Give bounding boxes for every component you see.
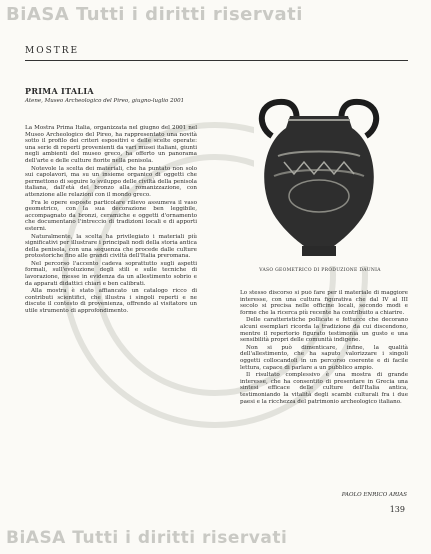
paragraph: Naturalmente, la scelta ha privilegiato i materiali più significativi per illustrare i principali nodi della storia antica della penisola, con una sequenza che procede dalle culture protostoriche fino alle grandi civiltà dell'Italia preromana. <box>25 233 197 260</box>
article-title: PRIMA ITALIA <box>25 86 94 96</box>
author-signature: PAOLO ENRICO ARIAS <box>341 492 407 498</box>
paragraph: Notevole la scelta dei materiali, che ha puntato non solo sui capolavori, ma su un insieme organico di oggetti che permettono di seguire lo sviluppo delle civiltà della penisola italiana, dall'età del bronzo alla romanizzazione, con attenzione alle relazioni con il mondo greco. <box>25 165 197 198</box>
article-heading <box>25 86 197 105</box>
header-rule <box>25 60 408 61</box>
paragraph: Nel percorso l'accento cadeva soprattutto sugli aspetti formali, sull'evoluzione degli stili e sulle tecniche di lavorazione, messe in evidenza da un allestimento sobrio e da apparati didattici chiari e ben calibrati. <box>25 260 197 287</box>
paragraph: Il risultato complessivo è una mostra di grande interesse, che ha consentito di presentare in Grecia una sintesi efficace delle culture dell'Italia antica, testimoniando la vitalità degli scambi culturali fra i due paesi e la ricchezza del patrimonio archeologico italiano. <box>240 372 408 405</box>
vase-photo <box>254 96 384 266</box>
paragraph: Non si può dimenticare, infine, la qualità dell'allestimento, che ha saputo valorizzare i singoli oggetti collocandoli in un percorso coerente e di facile lettura, capace di parlare a un pubblico ampio. <box>240 344 408 371</box>
watermark-bottom: BiASA Tutti i diritti riservati <box>6 528 288 548</box>
article-body-left <box>25 125 197 517</box>
paragraph: La Mostra Prima Italia, organizzata nel giugno del 2001 nel Museo Archeologico del Pireo, ha rappresentato una novità sotto il profilo dei criteri espositivi e delle scelte operate: una serie di reperti provenienti da vari musei italiani, giunti negli ambienti del museo greco, ha offerto un panorama dell'arte e delle culture fiorite nella penisola. <box>25 125 197 164</box>
page-number: 139 <box>389 505 405 514</box>
section-label: MOSTRE <box>25 46 80 56</box>
paragraph: Delle caratteristiche pollicate e fettucce che decorano alcuni esemplari ricorda la tradizione da cui discendono, mentre il repertorio figurato testimonia un gusto e una sensibilità propri delle comunità indigene. <box>240 317 408 344</box>
article-body-right <box>240 290 408 508</box>
paragraph: Alla mostra è stato affiancato un catalogo ricco di contributi scientifici, che illustra i singoli reperti e ne discute il contesto di provenienza, offrendo al visitatore un utile strumento di approfondimento. <box>25 288 197 315</box>
paragraph: Fra le opere esposte particolare rilievo assumeva il vaso geometrico, con la sua decorazione ben leggibile, accompagnato da bronzi, ceramiche e oggetti d'ornamento che documentano l'intreccio di tradizioni locali e di apporti esterni. <box>25 199 197 232</box>
photo-caption: VASO GEOMETRICO DI PRODUZIONE DAUNIA <box>259 268 381 273</box>
watermark-top: BiASA Tutti i diritti riservati <box>6 4 303 25</box>
article-subtitle: Atene, Museo Archeologico del Pireo, giugno-luglio 2001 <box>25 98 185 104</box>
paragraph: Lo stesso discorso si può fare per il materiale di maggiore interesse, con una cultura figurativa che dal IV al III secolo si precisa nelle officine locali, secondo modi e forme che la ricerca più recente ha contribuito a chiarire. <box>240 290 408 316</box>
